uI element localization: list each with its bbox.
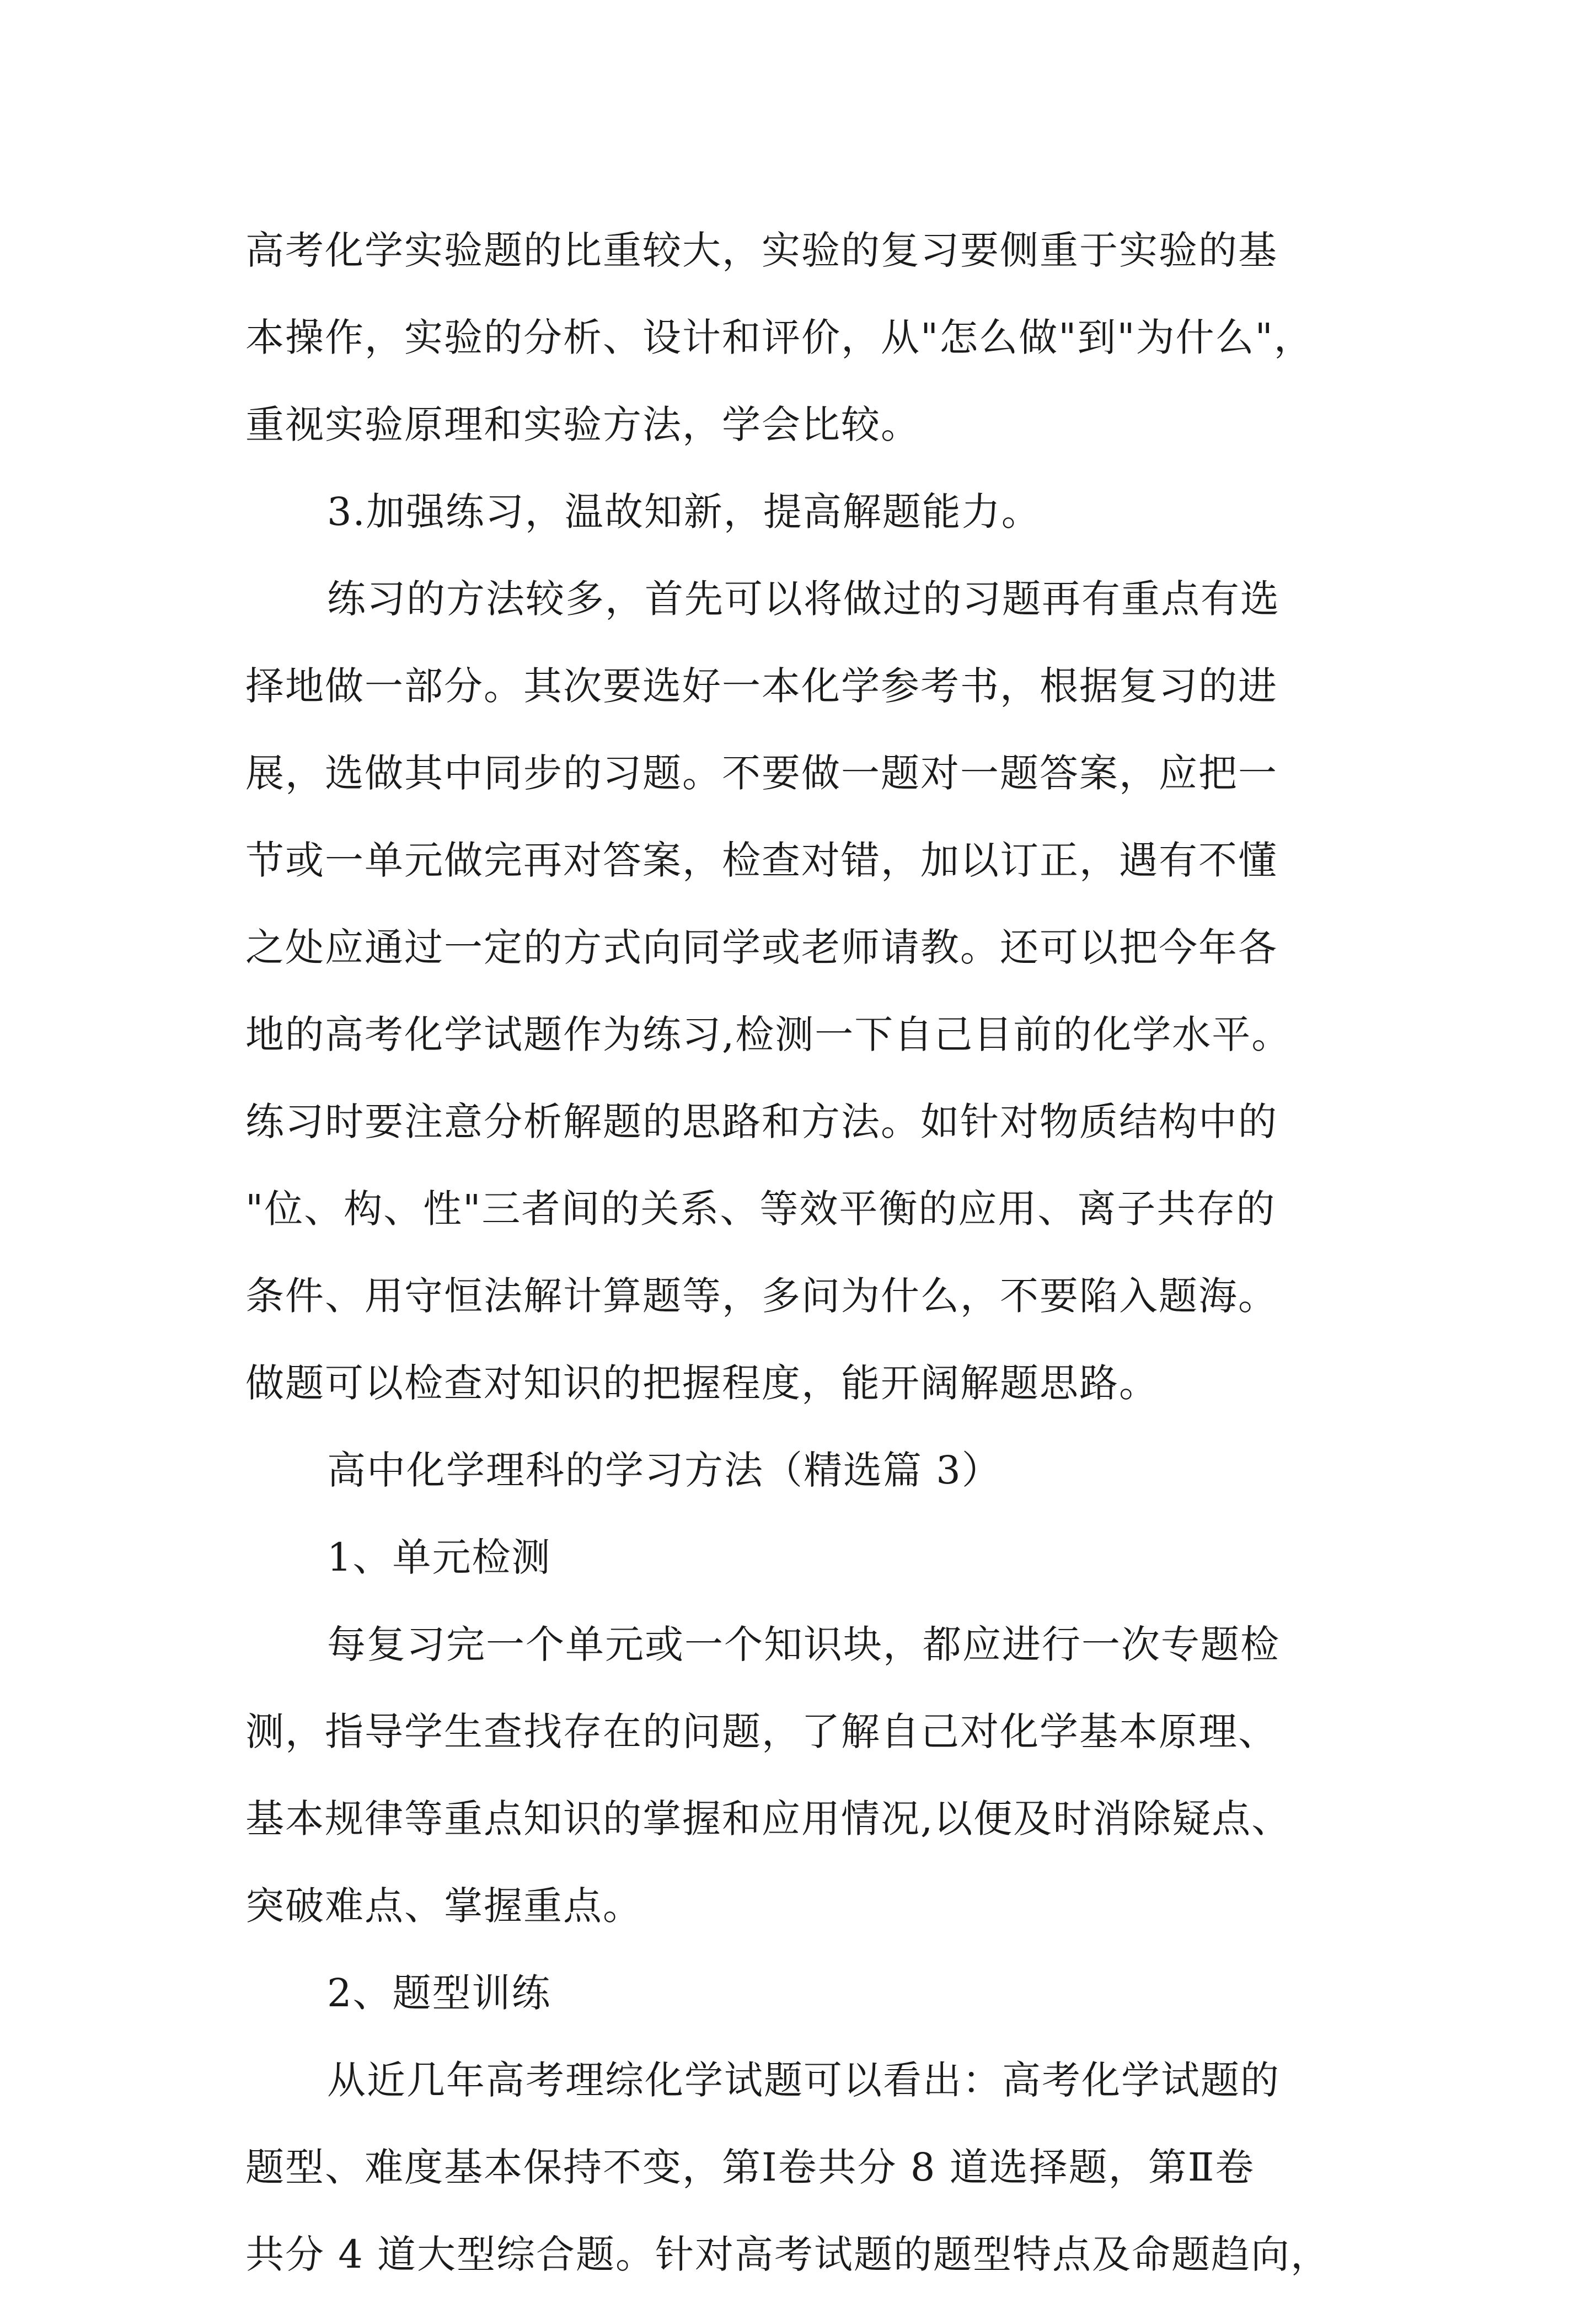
- text-line: 地的高考化学试题作为练习,检测一下自己目前的化学水平。: [245, 1012, 1292, 1057]
- text-line: 重视实验原理和实验方法，学会比较。: [245, 402, 920, 447]
- text-line: 择地做一部分。其次要选好一本化学参考书，根据复习的进: [245, 663, 1278, 709]
- text-line: 共分 4 道大型综合题。针对高考试题的题型特点及命题趋向，: [245, 2232, 1331, 2277]
- text-line: 本操作，实验的分析、设计和评价，从"怎么做"到"为什么"，: [245, 315, 1314, 360]
- text-line: 基本规律等重点知识的掌握和应用情况,以便及时消除疑点、: [245, 1796, 1292, 1841]
- section-heading-question-training: 2、题型训练: [327, 1970, 551, 2016]
- text-line: 测，指导学生查找存在的问题，了解自己对化学基本原理、: [245, 1709, 1278, 1754]
- section-heading-3: 3.加强练习，温故知新，提高解题能力。: [327, 489, 1041, 534]
- text-line: "位、构、性"三者间的关系、等效平衡的应用、离子共存的: [245, 1186, 1276, 1231]
- text-line: 高考化学实验题的比重较大，实验的复习要侧重于实验的基: [245, 228, 1278, 273]
- text-line: 条件、用守恒法解计算题等，多问为什么，不要陷入题海。: [245, 1273, 1278, 1319]
- paragraph-start: 从近几年高考理综化学试题可以看出：高考化学试题的: [327, 2058, 1280, 2103]
- text-line: 展，选做其中同步的习题。不要做一题对一题答案，应把一: [245, 751, 1278, 796]
- paragraph-start: 练习的方法较多，首先可以将做过的习题再有重点有选: [327, 576, 1280, 622]
- document-body: [245, 207, 1362, 2298]
- text-line: 做题可以检查对知识的把握程度，能开阔解题思路。: [245, 1360, 1159, 1406]
- text-line: 突破难点、掌握重点。: [245, 1883, 642, 1929]
- article-subtitle: 高中化学理科的学习方法（精选篇 3）: [327, 1448, 1001, 1493]
- text-line: 节或一单元做完再对答案，检查对错，加以订正，遇有不懂: [245, 838, 1278, 883]
- section-heading-unit-test: 1、单元检测: [327, 1535, 551, 1580]
- text-line: 之处应通过一定的方式向同学或老师请教。还可以把今年各: [245, 925, 1278, 970]
- text-line: 题型、难度基本保持不变，第Ⅰ卷共分 8 道选择题，第Ⅱ卷: [245, 2145, 1255, 2190]
- paragraph-start: 每复习完一个单元或一个知识块，都应进行一次专题检: [327, 1622, 1280, 1667]
- text-line: 练习时要注意分析解题的思路和方法。如针对物质结构中的: [245, 1099, 1278, 1144]
